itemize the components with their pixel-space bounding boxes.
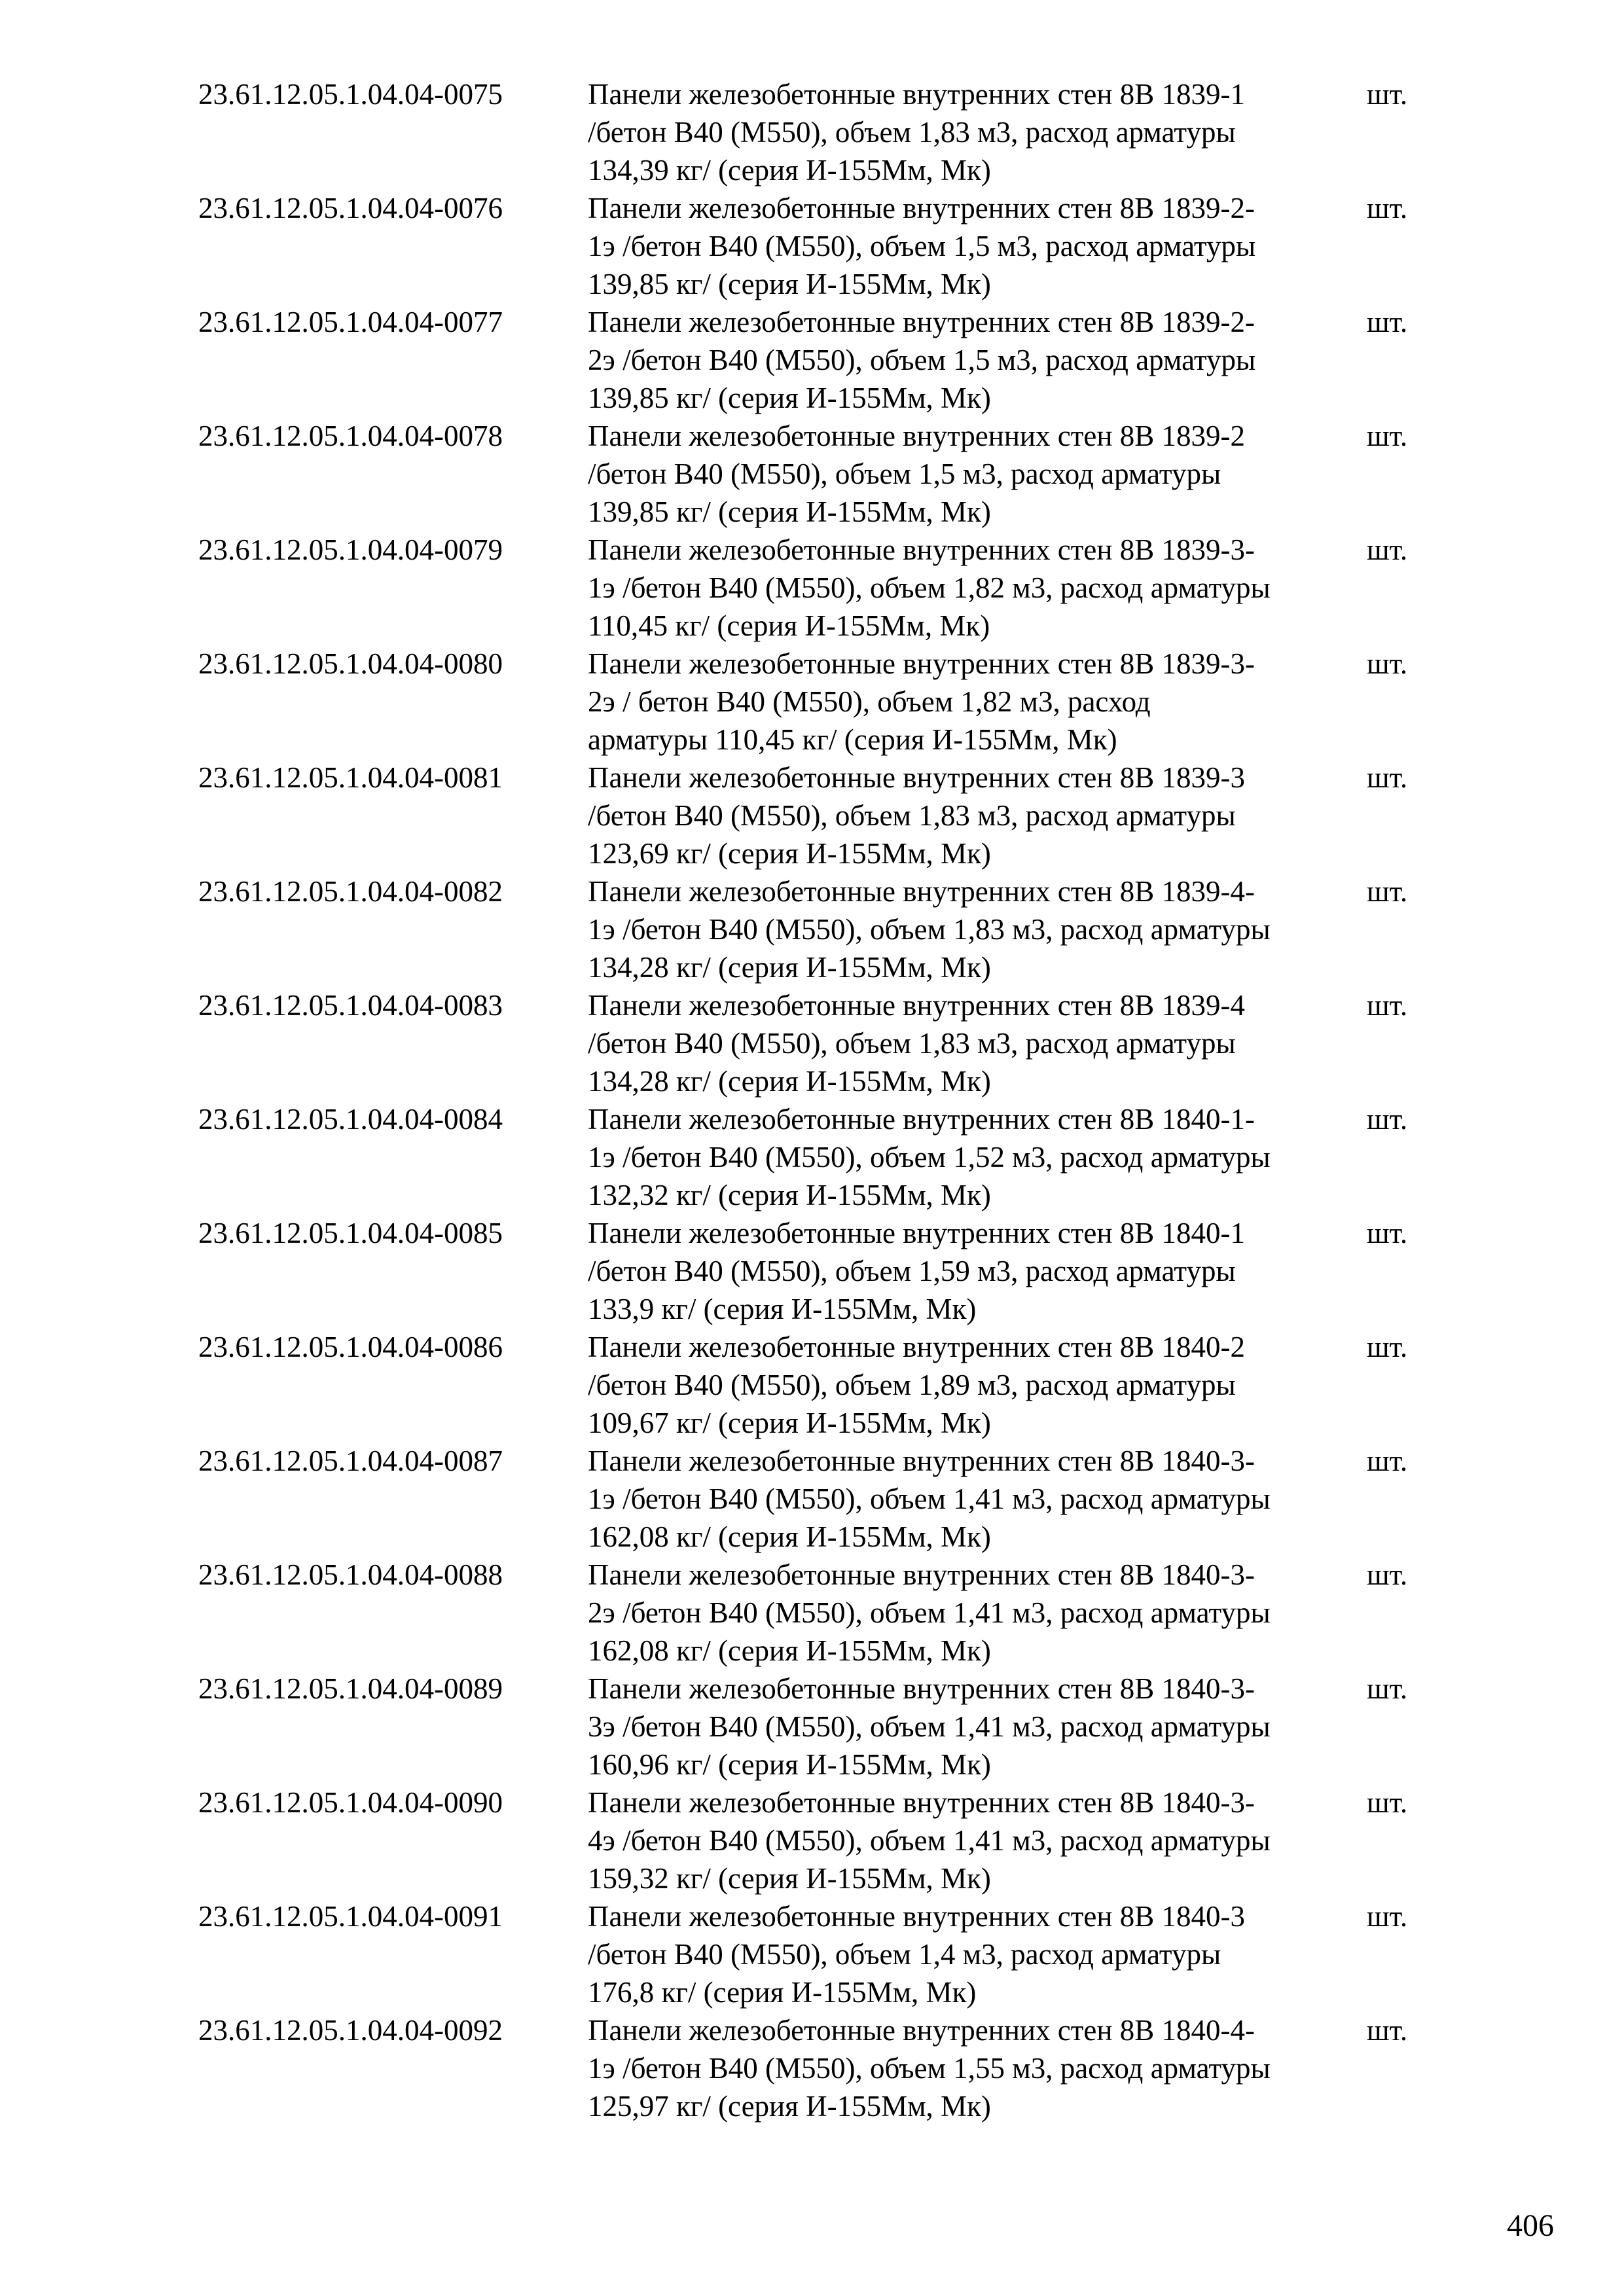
table-row xyxy=(198,417,1442,531)
description-line: Панели железобетонные внутренних стен 8В 1840-3- xyxy=(588,1672,1255,1705)
table-row xyxy=(198,531,1442,645)
item-unit: шт. xyxy=(1367,1331,1408,1363)
item-description xyxy=(588,303,1367,417)
item-code: 23.61.12.05.1.04.04-0085 xyxy=(198,1217,503,1249)
description-line: 162,08 кг/ (серия И-155Мм, Мк) xyxy=(588,1634,991,1667)
item-code: 23.61.12.05.1.04.04-0080 xyxy=(198,647,503,680)
description-line: 4э /бетон В40 (М550), объем 1,41 м3, расход арматуры xyxy=(588,1824,1271,1857)
item-description xyxy=(588,1556,1367,1670)
item-code: 23.61.12.05.1.04.04-0081 xyxy=(198,761,503,794)
description-line: 2э /бетон В40 (М550), объем 1,41 м3, расход арматуры xyxy=(588,1596,1271,1629)
description-line: /бетон В40 (М550), объем 1,5 м3, расход арматуры xyxy=(588,457,1221,490)
description-line: Панели железобетонные внутренних стен 8В 1839-2- xyxy=(588,192,1255,224)
price-table xyxy=(198,75,1442,2125)
description-line: /бетон В40 (М550), объем 1,83 м3, расход арматуры xyxy=(588,799,1236,832)
description-line: Панели железобетонные внутренних стен 8В 1840-3 xyxy=(588,1900,1245,1933)
item-description xyxy=(588,1670,1367,1784)
item-unit: шт. xyxy=(1367,875,1408,908)
description-line: Панели железобетонные внутренних стен 8В 1840-3- xyxy=(588,1786,1255,1819)
item-unit: шт. xyxy=(1367,1786,1408,1819)
description-line: 132,32 кг/ (серия И-155Мм, Мк) xyxy=(588,1179,991,1211)
description-line: /бетон В40 (М550), объем 1,4 м3, расход арматуры xyxy=(588,1938,1221,1971)
description-line: Панели железобетонные внутренних стен 8В 1839-2- xyxy=(588,306,1255,338)
description-line: Панели железобетонные внутренних стен 8В 1839-3 xyxy=(588,761,1245,794)
description-line: 134,28 кг/ (серия И-155Мм, Мк) xyxy=(588,951,991,984)
description-line: 176,8 кг/ (серия И-155Мм, Мк) xyxy=(588,1976,977,2009)
table-row xyxy=(198,303,1442,417)
item-code: 23.61.12.05.1.04.04-0092 xyxy=(198,2014,503,2047)
item-description xyxy=(588,75,1367,189)
item-description xyxy=(588,1100,1367,1214)
description-line: 125,97 кг/ (серия И-155Мм, Мк) xyxy=(588,2090,991,2123)
description-line: /бетон В40 (М550), объем 1,83 м3, расход арматуры xyxy=(588,116,1236,149)
item-unit: шт. xyxy=(1367,2014,1408,2047)
description-line: 1э /бетон В40 (М550), объем 1,52 м3, расход арматуры xyxy=(588,1141,1271,1174)
item-unit: шт. xyxy=(1367,989,1408,1022)
item-code: 23.61.12.05.1.04.04-0088 xyxy=(198,1558,503,1591)
item-unit: шт. xyxy=(1367,1900,1408,1933)
item-code: 23.61.12.05.1.04.04-0077 xyxy=(198,306,503,338)
description-line: 134,39 кг/ (серия И-155Мм, Мк) xyxy=(588,154,991,187)
table-row xyxy=(198,1442,1442,1556)
description-line: 1э /бетон В40 (М550), объем 1,41 м3, расход арматуры xyxy=(588,1482,1271,1515)
description-line: Панели железобетонные внутренних стен 8В 1839-3- xyxy=(588,647,1255,680)
description-line: 139,85 кг/ (серия И-155Мм, Мк) xyxy=(588,268,991,300)
description-line: 3э /бетон В40 (М550), объем 1,41 м3, расход арматуры xyxy=(588,1710,1271,1743)
table-row xyxy=(198,1670,1442,1784)
item-code: 23.61.12.05.1.04.04-0087 xyxy=(198,1444,503,1477)
table-row xyxy=(198,75,1442,189)
item-unit: шт. xyxy=(1367,1672,1408,1705)
item-code: 23.61.12.05.1.04.04-0090 xyxy=(198,1786,503,1819)
description-line: 139,85 кг/ (серия И-155Мм, Мк) xyxy=(588,495,991,528)
description-line: Панели железобетонные внутренних стен 8В 1839-1 xyxy=(588,78,1245,111)
table-row xyxy=(198,759,1442,872)
description-line: Панели железобетонные внутренних стен 8В 1840-2 xyxy=(588,1331,1245,1363)
item-description xyxy=(588,1897,1367,2011)
item-unit: шт. xyxy=(1367,761,1408,794)
item-code: 23.61.12.05.1.04.04-0079 xyxy=(198,533,503,566)
item-unit: шт. xyxy=(1367,1217,1408,1249)
table-row xyxy=(198,1214,1442,1328)
table-row xyxy=(198,645,1442,759)
table-row xyxy=(198,1100,1442,1214)
description-line: Панели железобетонные внутренних стен 8В 1839-4 xyxy=(588,989,1245,1022)
description-line: Панели железобетонные внутренних стен 8В 1840-3- xyxy=(588,1558,1255,1591)
description-line: 139,85 кг/ (серия И-155Мм, Мк) xyxy=(588,382,991,414)
item-description xyxy=(588,531,1367,645)
description-line: 1э /бетон В40 (М550), объем 1,5 м3, расход арматуры xyxy=(588,230,1256,262)
item-description xyxy=(588,1784,1367,1897)
description-line: 133,9 кг/ (серия И-155Мм, Мк) xyxy=(588,1293,977,1325)
table-row xyxy=(198,1328,1442,1442)
page-number: 406 xyxy=(1507,2208,1554,2243)
item-description xyxy=(588,1328,1367,1442)
description-line: арматуры 110,45 кг/ (серия И-155Мм, Мк) xyxy=(588,723,1117,756)
description-line: Панели железобетонные внутренних стен 8В 1839-3- xyxy=(588,533,1255,566)
item-code: 23.61.12.05.1.04.04-0086 xyxy=(198,1331,503,1363)
table-row xyxy=(198,1556,1442,1670)
item-code: 23.61.12.05.1.04.04-0091 xyxy=(198,1900,503,1933)
item-code: 23.61.12.05.1.04.04-0083 xyxy=(198,989,503,1022)
description-line: 160,96 кг/ (серия И-155Мм, Мк) xyxy=(588,1748,991,1781)
description-line: Панели железобетонные внутренних стен 8В 1839-2 xyxy=(588,420,1245,452)
description-line: 2э / бетон В40 (М550), объем 1,82 м3, расход xyxy=(588,685,1151,718)
table-row xyxy=(198,986,1442,1100)
item-unit: шт. xyxy=(1367,647,1408,680)
description-line: 1э /бетон В40 (М550), объем 1,83 м3, расход арматуры xyxy=(588,913,1271,946)
item-unit: шт. xyxy=(1367,78,1408,111)
description-line: /бетон В40 (М550), объем 1,83 м3, расход арматуры xyxy=(588,1027,1236,1060)
table-row xyxy=(198,1784,1442,1897)
item-unit: шт. xyxy=(1367,306,1408,338)
description-line: 123,69 кг/ (серия И-155Мм, Мк) xyxy=(588,837,991,870)
description-line: 1э /бетон В40 (М550), объем 1,82 м3, расход арматуры xyxy=(588,571,1271,604)
item-description xyxy=(588,872,1367,986)
item-code: 23.61.12.05.1.04.04-0082 xyxy=(198,875,503,908)
description-line: 110,45 кг/ (серия И-155Мм, Мк) xyxy=(588,609,990,642)
item-description xyxy=(588,986,1367,1100)
description-line: /бетон В40 (М550), объем 1,59 м3, расход арматуры xyxy=(588,1255,1236,1287)
description-line: Панели железобетонные внутренних стен 8В 1840-1- xyxy=(588,1103,1255,1136)
item-unit: шт. xyxy=(1367,1558,1408,1591)
item-description xyxy=(588,645,1367,759)
item-description xyxy=(588,1214,1367,1328)
item-code: 23.61.12.05.1.04.04-0078 xyxy=(198,420,503,452)
description-line: 2э /бетон В40 (М550), объем 1,5 м3, расход арматуры xyxy=(588,344,1256,376)
description-line: /бетон В40 (М550), объем 1,89 м3, расход арматуры xyxy=(588,1369,1236,1401)
description-line: Панели железобетонные внутренних стен 8В 1839-4- xyxy=(588,875,1255,908)
description-line: 109,67 кг/ (серия И-155Мм, Мк) xyxy=(588,1407,991,1439)
table-row xyxy=(198,872,1442,986)
description-line: Панели железобетонные внутренних стен 8В 1840-4- xyxy=(588,2014,1255,2047)
description-line: 1э /бетон В40 (М550), объем 1,55 м3, расход арматуры xyxy=(588,2052,1271,2085)
item-description xyxy=(588,189,1367,303)
item-code: 23.61.12.05.1.04.04-0089 xyxy=(198,1672,503,1705)
item-description xyxy=(588,2011,1367,2125)
table-row xyxy=(198,1897,1442,2011)
item-unit: шт. xyxy=(1367,1444,1408,1477)
description-line: 162,08 кг/ (серия И-155Мм, Мк) xyxy=(588,1520,991,1553)
item-unit: шт. xyxy=(1367,420,1408,452)
item-description xyxy=(588,417,1367,531)
item-code: 23.61.12.05.1.04.04-0075 xyxy=(198,78,503,111)
item-unit: шт. xyxy=(1367,533,1408,566)
table-row xyxy=(198,2011,1442,2125)
item-unit: шт. xyxy=(1367,192,1408,224)
description-line: 159,32 кг/ (серия И-155Мм, Мк) xyxy=(588,1862,991,1895)
item-unit: шт. xyxy=(1367,1103,1408,1136)
description-line: Панели железобетонные внутренних стен 8В 1840-3- xyxy=(588,1444,1255,1477)
item-code: 23.61.12.05.1.04.04-0076 xyxy=(198,192,503,224)
table-row xyxy=(198,189,1442,303)
description-line: Панели железобетонные внутренних стен 8В 1840-1 xyxy=(588,1217,1245,1249)
item-description xyxy=(588,1442,1367,1556)
item-code: 23.61.12.05.1.04.04-0084 xyxy=(198,1103,503,1136)
description-line: 134,28 кг/ (серия И-155Мм, Мк) xyxy=(588,1065,991,1098)
item-description xyxy=(588,759,1367,872)
